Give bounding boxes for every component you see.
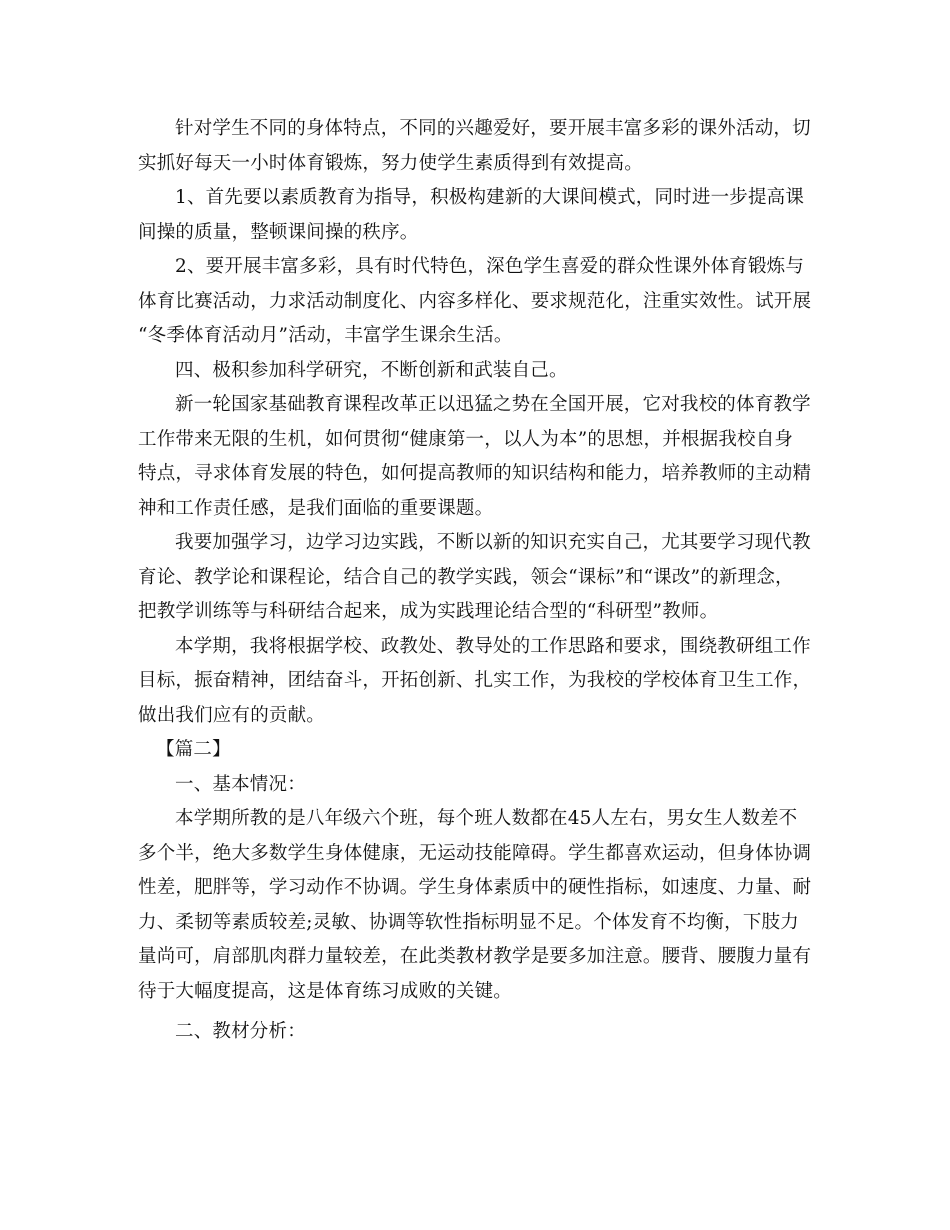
text-line: 体育比赛活动，力求活动制度化、内容多样化、要求规范化，注重实效性。试开展 bbox=[138, 290, 812, 312]
part-heading bbox=[138, 733, 820, 768]
section-heading-basic bbox=[138, 768, 820, 803]
text-line: 本学期，我将根据学校、政教处、教导处的工作思路和要求，围绕教研组工作 bbox=[175, 635, 811, 657]
paragraph-6 bbox=[138, 526, 820, 630]
text-line: 待于大幅度提高，这是体育练习成败的关键。 bbox=[138, 980, 513, 1002]
paragraph-basic-situation bbox=[138, 802, 820, 1009]
text-line: 间操的质量，整顿课间操的秩序。 bbox=[138, 221, 419, 243]
text-line: 工作带来无限的生机，如何贯彻“健康第一，以人为本”的思想，并根据我校自身 bbox=[138, 428, 794, 450]
section-heading-materials bbox=[138, 1015, 820, 1050]
paragraph-5 bbox=[138, 388, 820, 526]
text-line: 力、柔韧等素质较差;灵敏、协调等软性指标明显不足。个体发育不均衡，下肢力 bbox=[138, 911, 799, 933]
text-line: 新一轮国家基础教育课程改革正以迅猛之势在全国开展，它对我校的体育教学 bbox=[175, 394, 811, 415]
text-line: 本学期所教的是八年级六个班，每个班人数都在45人左右，男女生人数差不 bbox=[175, 808, 798, 829]
text-line: 2、要开展丰富多彩，具有时代特色，深色学生喜爱的群众性课外体育锻炼与 bbox=[175, 256, 805, 277]
text-line: 性差，肥胖等，学习动作不协调。学生身体素质中的硬性指标，如速度、力量、耐 bbox=[138, 877, 812, 898]
text-line: 特点，寻求体育发展的特色，如何提高教师的知识结构和能力，培养教师的主动精 bbox=[138, 463, 812, 484]
section-heading-4 bbox=[138, 354, 820, 389]
text-line: 多个半，绝大多数学生身体健康，无运动技能障碍。学生都喜欢运动，但身体协调 bbox=[138, 842, 812, 864]
text-line: 做出我们应有的贡献。 bbox=[138, 704, 326, 726]
text-line: 四、极积参加科学研究，不断创新和武装自己。 bbox=[175, 359, 568, 381]
paragraph-7 bbox=[138, 630, 820, 734]
document-body bbox=[138, 112, 820, 1050]
text-line: 把教学训练等与科研结合起来，成为实践理论结合型的“科研型”教师。 bbox=[138, 601, 719, 622]
text-line: 量尚可，肩部肌肉群力量较差，在此类教材教学是要多加注意。腰背、腰腹力量有 bbox=[138, 946, 812, 967]
text-line: 【篇二】 bbox=[156, 739, 231, 760]
paragraph-3 bbox=[138, 250, 820, 354]
text-line: 一、基本情况： bbox=[175, 773, 306, 795]
text-line: 1、首先要以素质教育为指导，积极构建新的大课间模式，同时进一步提高课 bbox=[175, 187, 805, 208]
text-line: 育论、教学论和课程论，结合自己的教学实践，领会“课标”和“课改”的新理念， bbox=[138, 566, 794, 588]
text-line: 目标，振奋精神，团结奋斗，开拓创新、扎实工作，为我校的学校体育卫生工作， bbox=[138, 670, 812, 691]
text-line: “冬季体育活动月”活动，丰富学生课余生活。 bbox=[138, 325, 513, 346]
text-line: 我要加强学习，边学习边实践，不断以新的知识充实自己，尤其要学习现代教 bbox=[175, 532, 811, 553]
text-line: 二、教材分析： bbox=[175, 1021, 306, 1042]
text-line: 针对学生不同的身体特点，不同的兴趣爱好，要开展丰富多彩的课外活动，切 bbox=[175, 118, 811, 139]
text-line: 实抓好每天一小时体育锻炼，努力使学生素质得到有效提高。 bbox=[138, 152, 643, 174]
paragraph-2 bbox=[138, 181, 820, 250]
paragraph-1 bbox=[138, 112, 820, 181]
text-line: 神和工作责任感，是我们面临的重要课题。 bbox=[138, 497, 494, 519]
